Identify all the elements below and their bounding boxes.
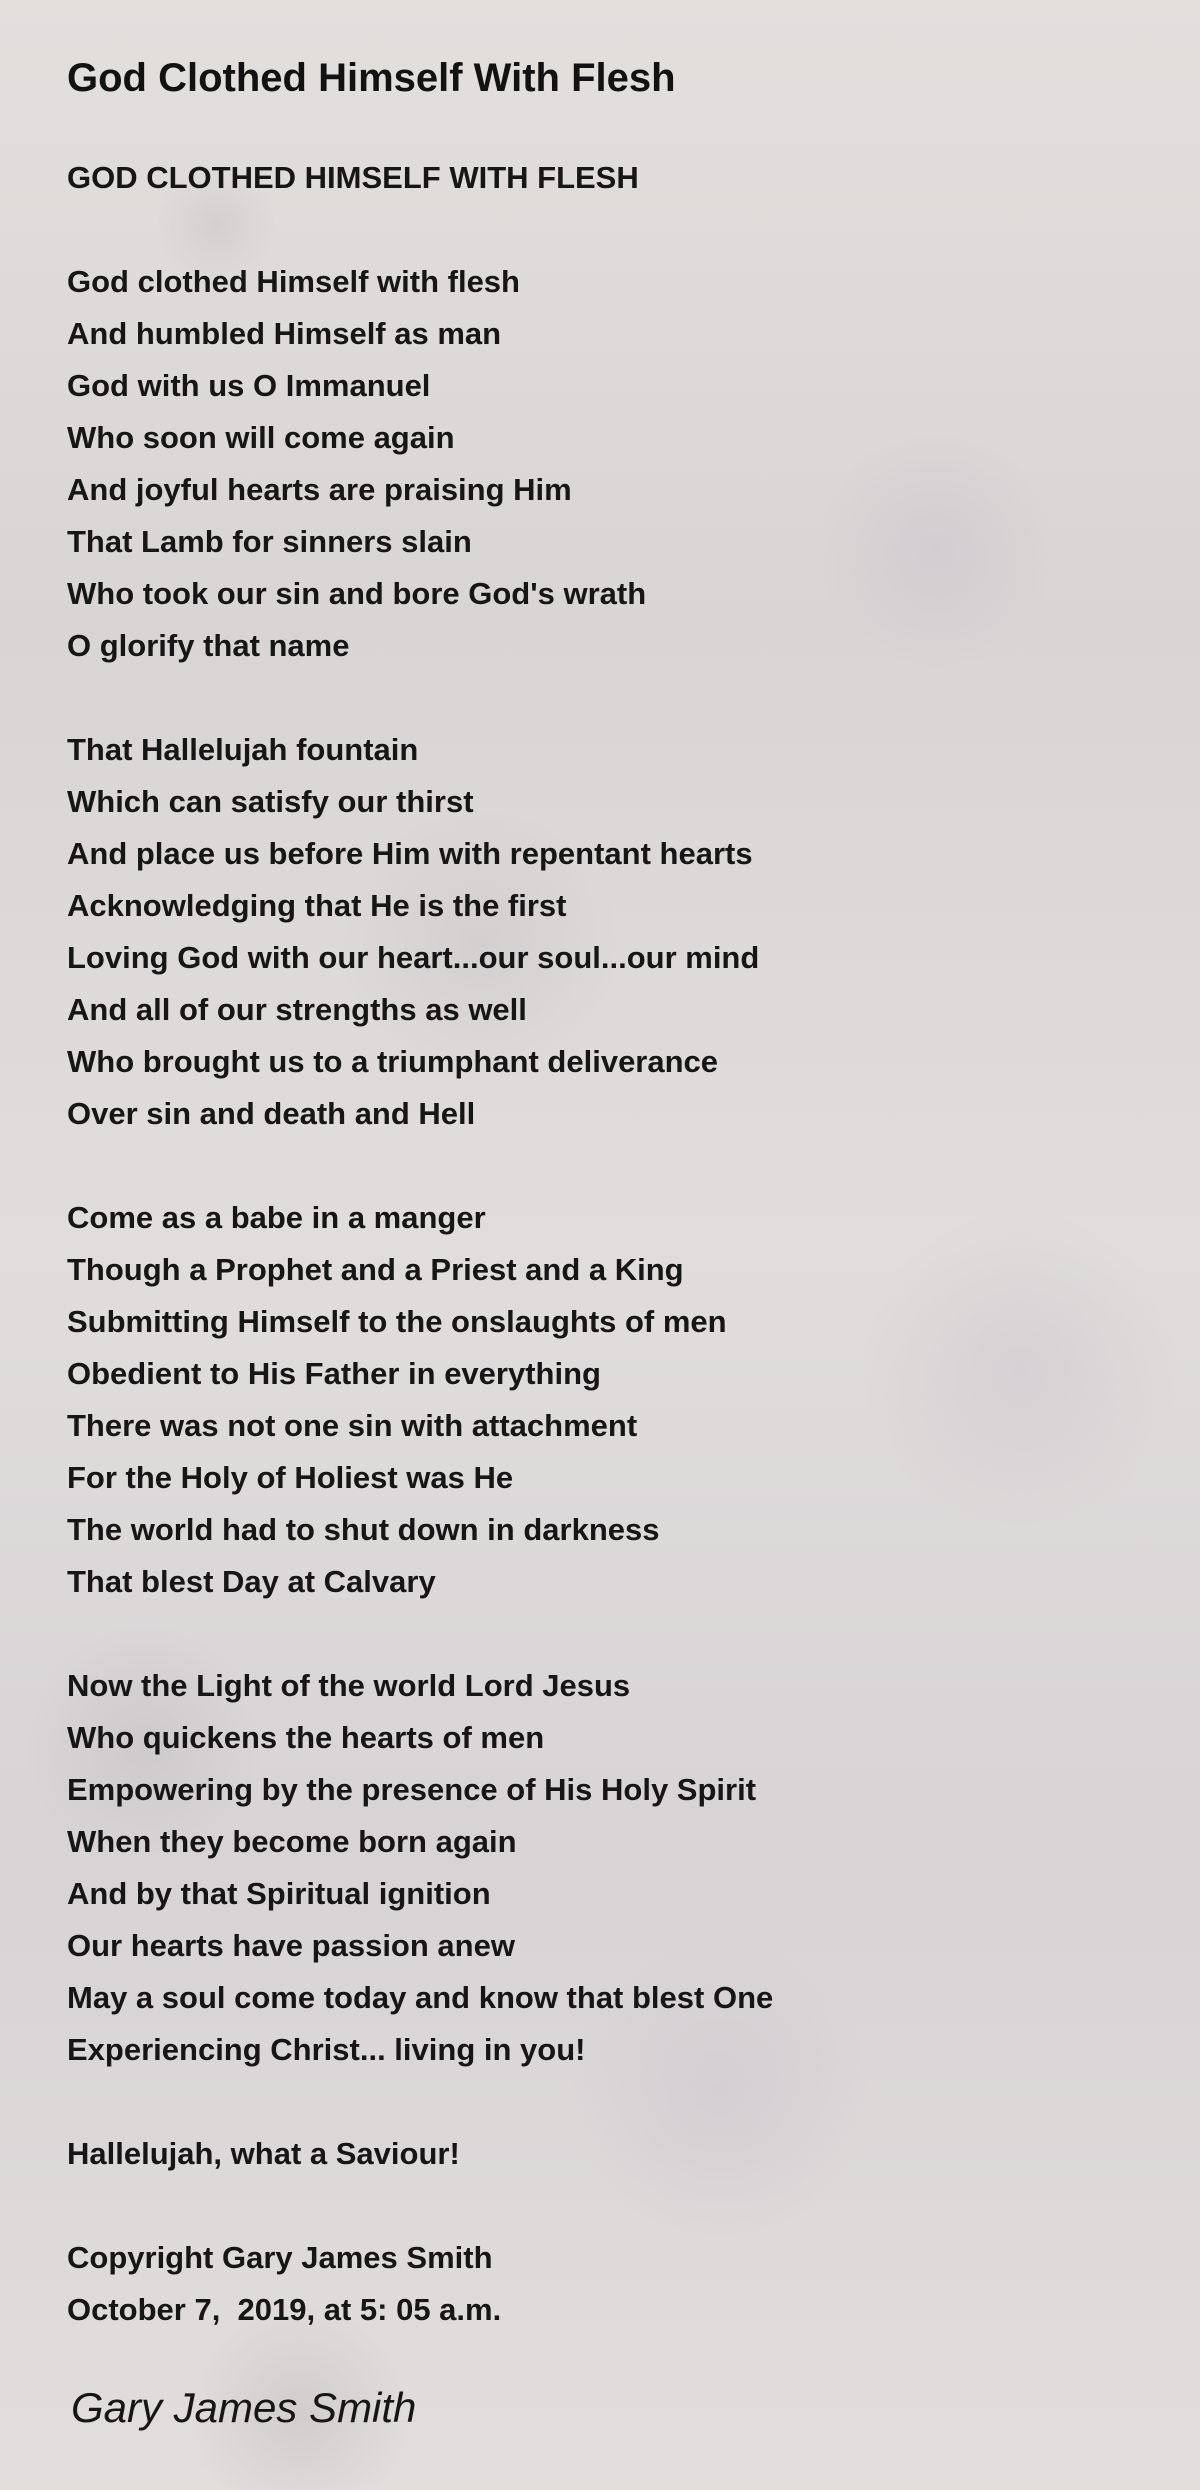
poem-line: Over sin and death and Hell <box>67 1096 476 1131</box>
poem-page <box>67 48 1147 2336</box>
stanza-gap <box>67 2076 1147 2128</box>
poem-line: Which can satisfy our thirst <box>67 784 474 819</box>
poem-line: Submitting Himself to the onslaughts of men <box>67 1304 727 1339</box>
poem-line: That Hallelujah fountain <box>67 732 419 767</box>
poem-line: And all of our strengths as well <box>67 992 527 1027</box>
poem-heading: GOD CLOTHED HIMSELF WITH FLESH <box>67 160 639 195</box>
poem-line: Who took our sin and bore God's wrath <box>67 576 647 611</box>
poem-line: Come as a babe in a manger <box>67 1200 486 1235</box>
poem-line: Who quickens the hearts of men <box>67 1720 545 1755</box>
date-line: October 7, 2019, at 5: 05 a.m. <box>67 2292 502 2327</box>
poem-line: Who brought us to a triumphant deliverance <box>67 1044 719 1079</box>
poem-title: God Clothed Himself With Flesh <box>67 56 676 100</box>
stanza-gap <box>67 672 1147 724</box>
poem-line: Experiencing Christ... living in you! <box>67 2032 586 2067</box>
poem-line: There was not one sin with attachment <box>67 1408 638 1443</box>
stanza-2 <box>67 724 1147 1140</box>
poem-line: Loving God with our heart...our soul...our mind <box>67 940 760 975</box>
poem-line: God clothed Himself with flesh <box>67 264 520 299</box>
stanza-3 <box>67 1192 1147 1608</box>
poem-line: O glorify that name <box>67 628 350 663</box>
poem-line: And by that Spiritual ignition <box>67 1876 491 1911</box>
poem-line: Hallelujah, what a Saviour! <box>67 2136 460 2171</box>
poem-body <box>67 152 1147 2336</box>
poem-line: And place us before Him with repentant hearts <box>67 836 753 871</box>
poem-line: The world had to shut down in darkness <box>67 1512 660 1547</box>
copyright-block <box>67 2232 1147 2336</box>
stanza-1 <box>67 256 1147 672</box>
poem-line: And joyful hearts are praising Him <box>67 472 572 507</box>
poem-line: That blest Day at Calvary <box>67 1564 436 1599</box>
poem-line: Empowering by the presence of His Holy Spirit <box>67 1772 757 1807</box>
poem-line: Obedient to His Father in everything <box>67 1356 601 1391</box>
stanza-5 <box>67 2128 1147 2180</box>
stanza-gap <box>67 1608 1147 1660</box>
stanza-gap <box>67 1140 1147 1192</box>
stanza-gap <box>67 204 1147 256</box>
stanza-4 <box>67 1660 1147 2076</box>
poem-line: May a soul come today and know that blest One <box>67 1980 774 2015</box>
poem-line: Though a Prophet and a Priest and a King <box>67 1252 684 1287</box>
poem-line: Now the Light of the world Lord Jesus <box>67 1668 631 1703</box>
poem-line: For the Holy of Holiest was He <box>67 1460 514 1495</box>
stanza-gap <box>67 2180 1147 2232</box>
poem-line: Who soon will come again <box>67 420 455 455</box>
poem-line: And humbled Himself as man <box>67 316 502 351</box>
poem-line: God with us O Immanuel <box>67 368 431 403</box>
author-name: Gary James Smith <box>71 2384 417 2431</box>
poem-line: When they become born again <box>67 1824 517 1859</box>
copyright-line: Copyright Gary James Smith <box>67 2240 493 2275</box>
poem-line: Our hearts have passion anew <box>67 1928 515 1963</box>
poem-line: Acknowledging that He is the first <box>67 888 567 923</box>
poem-line: That Lamb for sinners slain <box>67 524 472 559</box>
